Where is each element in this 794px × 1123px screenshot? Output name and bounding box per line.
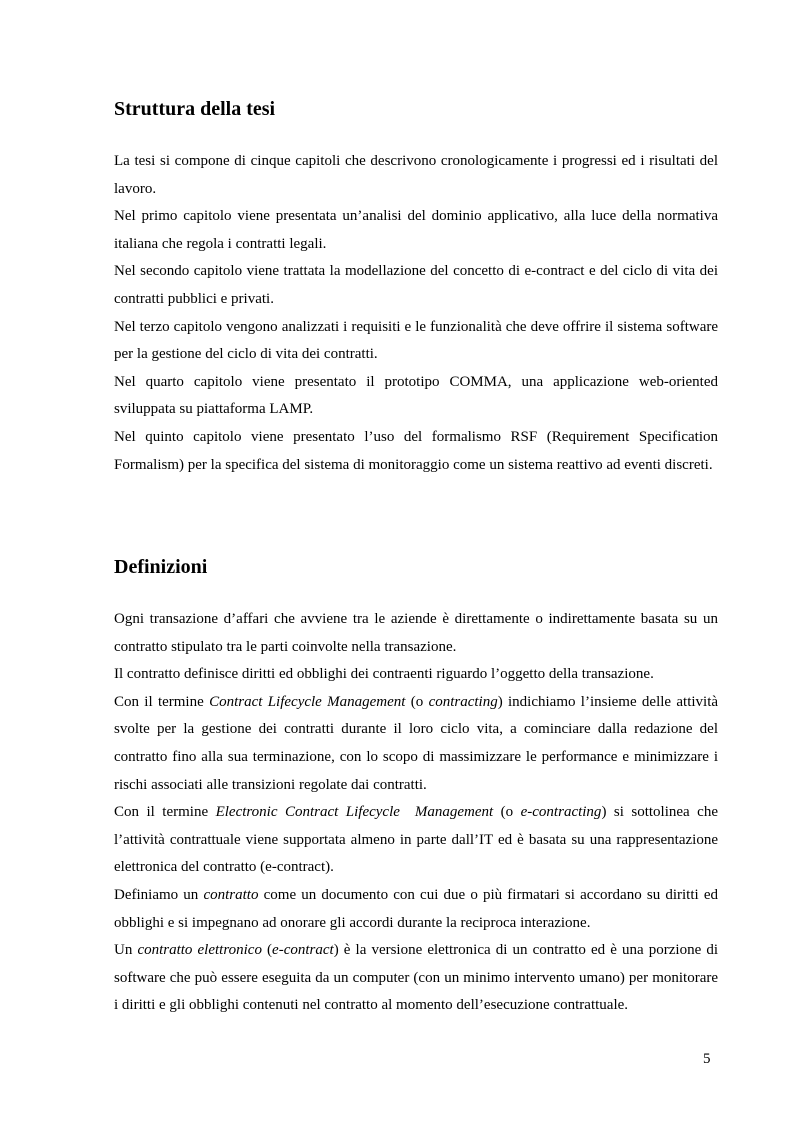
text-run: (o <box>493 804 521 821</box>
section-definizioni-body <box>114 606 718 1020</box>
text-run: (o <box>405 693 429 710</box>
text-run: ) si sottolinea che l’attività contrattuale viene supportata almeno in parte dall’IT ed è basata su una rappresentazione elettronica del contratto (e-contract). <box>114 804 718 876</box>
paragraph: Nel secondo capitolo viene trattata la modellazione del concetto di e-contract e del ciclo di vita dei contratti pubblici e privati. <box>114 263 718 307</box>
italic-term: e-contract <box>272 942 334 959</box>
italic-term: e-contracting <box>520 804 602 821</box>
text-run: Con il termine <box>114 693 210 710</box>
paragraph <box>114 799 718 882</box>
text-run: ( <box>261 942 273 959</box>
paragraph <box>114 937 718 1020</box>
italic-term: Contract Lifecycle Management <box>209 693 406 710</box>
paragraph: Nel quarto capitolo viene presentato il prototipo COMMA, una applicazione web-oriented sviluppata su piattaforma LAMP. <box>114 373 718 418</box>
text-run: Un <box>114 942 138 959</box>
paragraph: Nel quinto capitolo viene presentato l’uso del formalismo RSF (Requirement Specification Formalism) per la specifica del sistema di monitoraggio come un sistema reattivo ad eventi discreti. <box>114 428 718 473</box>
italic-term: contratto <box>203 886 259 903</box>
text-run: Definiamo un <box>114 886 204 903</box>
text-run: ) indichiamo l’insieme delle attività svolte per la gestione dei contratti durante il loro ciclo vita, a cominciare dalla redazione del contratto fino alla sua terminazione, con lo scopo di massimizzare le performance e minimizzare i rischi associati alle transizioni regolate dai contratti. <box>114 693 719 793</box>
section-heading-struttura: Struttura della tesi <box>114 98 276 120</box>
text-run: come un documento con cui due o più firmatari si accordano su diritti ed obblighi e si impegnano ad onorare gli accordi durante la reciproca interazione. <box>114 886 718 931</box>
italic-term: contratto elettronico <box>137 942 262 959</box>
paragraph: Il contratto definisce diritti ed obblighi dei contraenti riguardo l’oggetto della transazione. <box>114 666 654 683</box>
paragraph: La tesi si compone di cinque capitoli che descrivono cronologicamente i progressi ed i risultati del lavoro. <box>114 153 718 197</box>
paragraph: Nel primo capitolo viene presentata un’analisi del dominio applicativo, alla luce della normativa italiana che regola i contratti legali. <box>114 208 718 252</box>
section-struttura-body <box>114 148 718 479</box>
paragraph: Ogni transazione d’affari che avviene tra le aziende è direttamente o indirettamente basata su un contratto stipulato tra le parti coinvolte nella transazione. <box>114 611 718 655</box>
italic-term: Electronic Contract Lifecycle Management <box>215 804 494 821</box>
paragraph <box>114 882 718 937</box>
text-run: ) è la versione elettronica di un contratto ed è una porzione di software che può essere eseguita da un computer (con un minimo intervento umano) per monitorare i diritti e gli obblighi contenuti nel contratto al momento dell’esecuzione contrattuale. <box>114 942 718 1014</box>
paragraph <box>114 689 718 799</box>
section-heading-definizioni: Definizioni <box>114 556 208 578</box>
page-number: 5 <box>703 1051 711 1067</box>
text-run: Con il termine <box>114 804 216 821</box>
paragraph: Nel terzo capitolo vengono analizzati i requisiti e le funzionalità che deve offrire il sistema software per la gestione del ciclo di vita dei contratti. <box>114 318 718 363</box>
italic-term: contracting <box>428 693 498 710</box>
